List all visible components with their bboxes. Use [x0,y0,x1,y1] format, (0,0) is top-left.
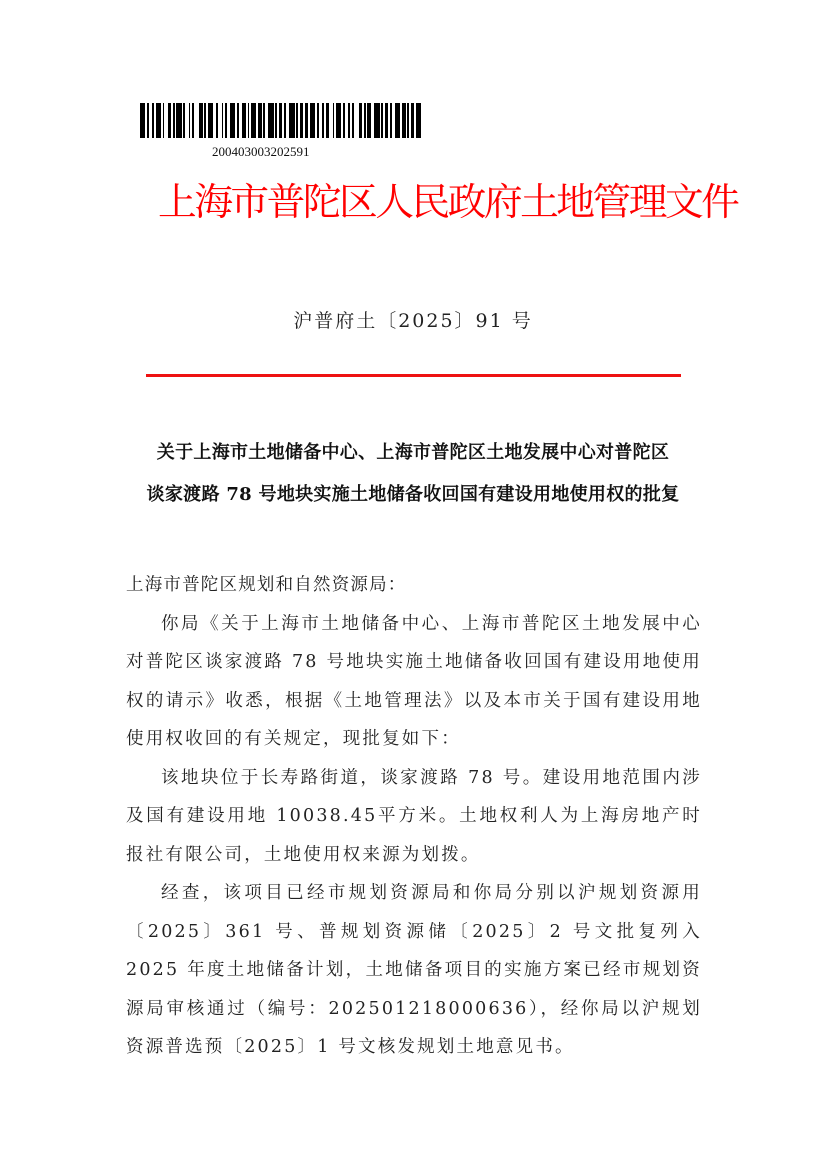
subject-line-2: 谈家渡路 78 号地块实施土地储备收回国有建设用地使用权的批复 [146,484,680,505]
document-subject [0,432,826,516]
body-paragraph: 你局《关于上海市土地储备中心、上海市普陀区土地发展中心对普陀区谈家渡路 78 号地块实施土地储备收回国有建设用地使用权的请示》收悉，根据《土地管理法》以及本市关于国有建设用地使用权收回的有关规定，现批复如下： [126,613,702,749]
issuing-authority-title: 上海市普陀区人民政府土地管理文件 [158,180,738,224]
salutation: 上海市普陀区规划和自然资源局： [126,575,407,595]
red-divider-line [146,374,681,377]
barcode [140,103,422,138]
document-body [126,566,702,1067]
barcode-bar [416,103,421,138]
barcode-number: 200403003202591 [212,144,310,159]
document-number: 沪普府土〔2025〕91 号 [293,310,533,332]
body-paragraph: 该地块位于长寿路街道，谈家渡路 78 号。建设用地范围内涉及国有建设用地 10038.45平方米。土地权利人为上海房地产时报社有限公司，土地使用权来源为划拨。 [126,767,702,865]
body-paragraph: 经查，该项目已经市规划资源局和你局分别以沪规划资源用〔2025〕361 号、普规划资源储〔2025〕2 号文批复列入 2025 年度土地储备计划，土地储备项目的实施方案已经市规划资源局审核通过（编号：202501218000636），经你局以沪规划资源普选预〔2025〕1 号文核发规划土地意见书。 [126,883,702,1057]
subject-line-1: 关于上海市土地储备中心、上海市普陀区土地发展中心对普陀区 [156,442,670,463]
